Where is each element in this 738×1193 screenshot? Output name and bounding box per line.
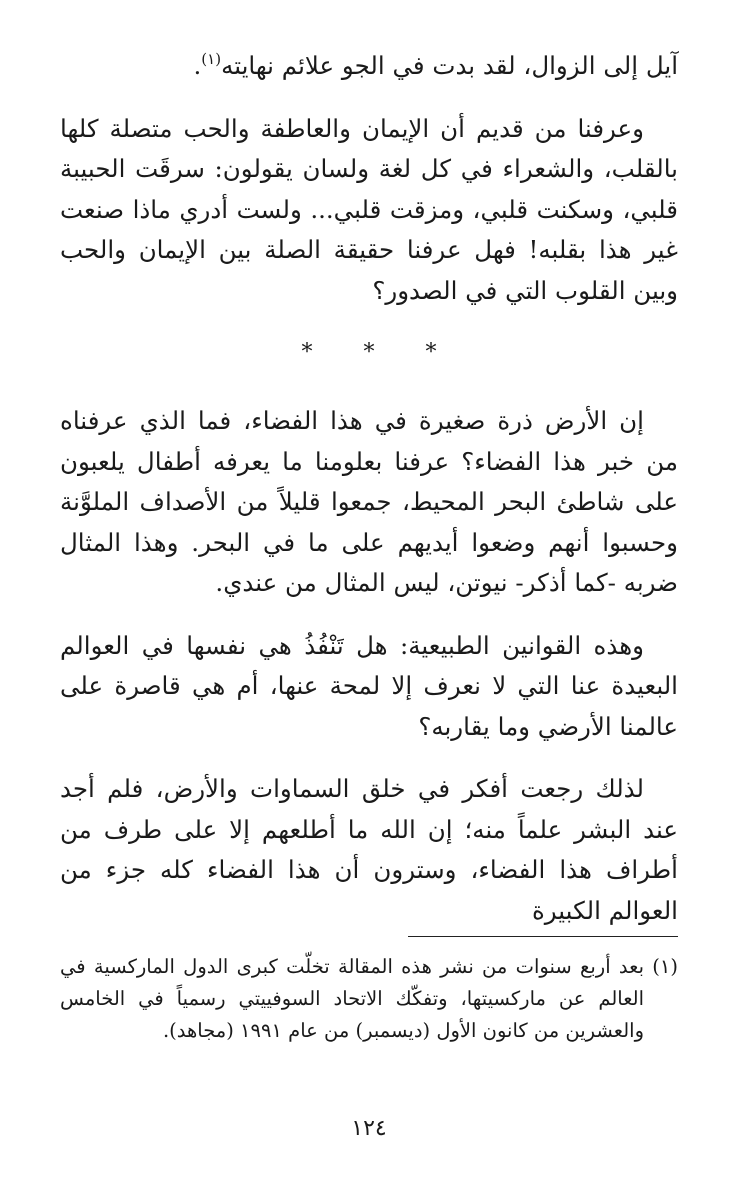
paragraph-5: لذلك رجعت أفكر في خلق السماوات والأرض، فلم أجد عند البشر علماً منه؛ إن الله ما أطلعهم إلا على طرف من أطراف هذا الفضاء، وسترون أن هذا الفضاء كله جزء من العوالم الكبيرة bbox=[60, 774, 678, 925]
paragraph-gap bbox=[60, 604, 678, 626]
main-text bbox=[60, 46, 678, 931]
section-separator: * * * bbox=[301, 340, 459, 365]
footnote-marker: (١) bbox=[652, 955, 678, 978]
paragraph-4: وهذه القوانين الطبيعية: هل تَنْفُذُ هي نفسها في العوالم البعيدة عنا التي لا نعرف إلا لمحة عنها، أم هي قاصرة على عالمنا الأرضي وما يقاربه؟ bbox=[60, 630, 678, 741]
paragraph-1-end: . bbox=[193, 51, 202, 80]
page-number: ١٢٤ bbox=[351, 1116, 387, 1141]
footnote bbox=[60, 951, 678, 1047]
footnote-body bbox=[60, 951, 678, 1047]
paragraph-2: وعرفنا من قديم أن الإيمان والعاطفة والحب متصلة كلها بالقلب، والشعراء في كل لغة ولسان يقولون: سرقَت الحبيبة قلبي، وسكنت قلبي، ومزقت قلبي... ولست أدري ماذا صنعت غير هذا بقلبه! فهل عرفنا حقيقة الصلة بين الإيمان والحب وبين القلوب التي في الصدور؟ bbox=[60, 113, 678, 305]
paragraph-1-text: آيل إلى الزوال، لقد بدت في الجو علائم نهايته bbox=[221, 51, 678, 80]
footnote-reference[interactable]: (١) bbox=[201, 50, 222, 68]
footnote-text: بعد أربع سنوات من نشر هذه المقالة تخلّت كبرى الدول الماركسية في العالم عن ماركسيتها، وتفكّك الاتحاد السوفييتي رسمياً في الخامس والعشرين من كانون الأول (ديسمبر) من عام ١٩٩١ (مجاهد). bbox=[60, 955, 644, 1042]
paragraph-gap bbox=[60, 87, 678, 109]
paragraph-gap bbox=[60, 747, 678, 769]
paragraph-3: إن الأرض ذرة صغيرة في هذا الفضاء، فما الذي عرفناه من خبر هذا الفضاء؟ عرفنا بعلومنا ما يعرفه أطفال يلعبون على شاطئ البحر المحيط، جمعوا قليلاً من الأصداف الملوَّنة وحسبوا أنهم وضعوا أيديهم على ما في البحر. وهذا المثال ضربه -كما أذكر- نيوتن، ليس المثال من عندي. bbox=[60, 406, 678, 597]
paragraph-1 bbox=[60, 46, 678, 87]
footnote-divider bbox=[408, 936, 678, 937]
